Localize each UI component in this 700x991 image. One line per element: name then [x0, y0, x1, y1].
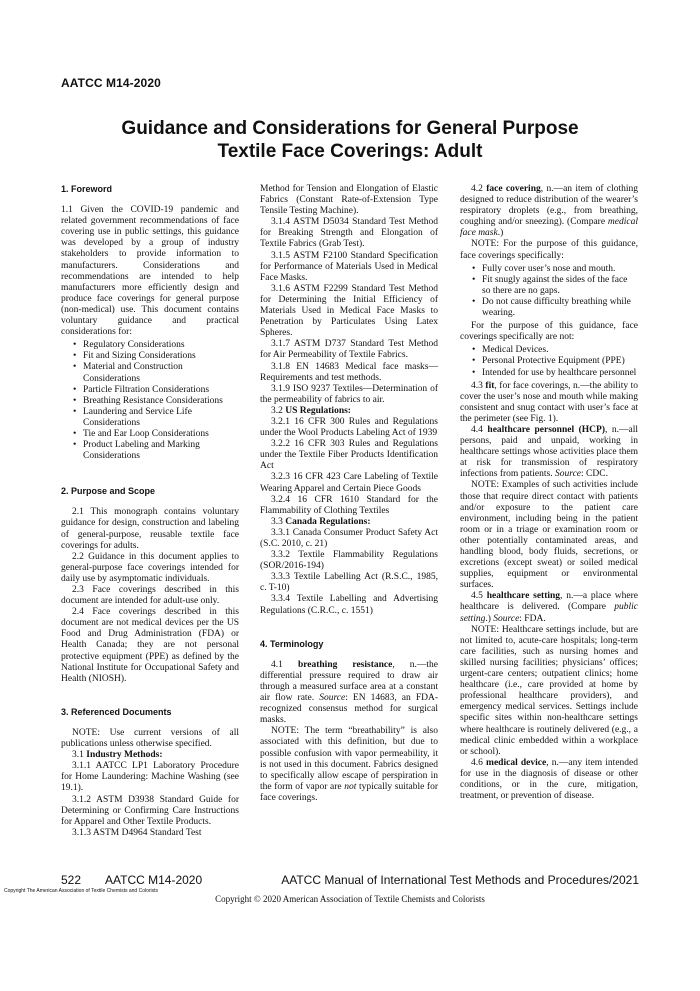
paragraph-4-2-not: For the purpose of this guidance, face coverings specifically are not: [460, 321, 638, 343]
copyright-small: Copyright The American Association of Textile Chemists and Colorists [4, 888, 159, 894]
paragraph-3-3: 3.3 Canada Regulations: [271, 516, 371, 527]
paragraph-1-1: 1.1 Given the COVID-19 pandemic and related government recommendations of face covering use in public settings, this guidance was developed by a group of industry stakeholders to provide information to manufacturers. Considerations and recommendations are intended to help manufacturers more efficiently design and produce face coverings for general purpose (non-medical) use. This document contains voluntary guidance and practical considerations for: [61, 205, 239, 338]
list-item: • Breathing Resistance Considerations [73, 396, 239, 407]
paragraph-3-1-3: 3.1.3 ASTM D4964 Standard Test [72, 827, 202, 838]
paragraph-2-1: 2.1 This monograph contains voluntary guidance for design, construction and labeling of general-purpose, reusable textile face coverings for adults. [61, 507, 239, 551]
paragraph-2-2: 2.2 Guidance in this document applies to general-purpose face coverings intended for daily use by asymptomatic individuals. [61, 551, 239, 584]
paragraph-3-1-5: 3.1.5 ASTM F2100 Standard Specification for Performance of Materials Used in Medical Face Masks. [260, 250, 438, 283]
paragraph-3-1-4: 3.1.4 ASTM D5034 Standard Test Method for Breaking Strength and Elongation of Textile Fabrics (Grab Test). [260, 217, 438, 250]
paragraph-3-1: 3.1 Industry Methods: [72, 750, 163, 761]
column-2 [260, 184, 438, 804]
paragraph-3-2-1: 3.2.1 16 CFR 300 Rules and Regulations under the Wool Products Labeling Act of 1939 [260, 416, 438, 439]
paragraph-3-3-1: 3.3.1 Canada Consumer Product Safety Act (S.C. 2010, c. 21) [260, 527, 438, 549]
paragraph-4-5-note: NOTE: Healthcare settings include, but are not limited to, acute-care hospitals; long-term care facilities, such as nursing homes and skilled nursing facilities; physicians’ offices; urgent-care centers; outpatient clinics; home healthcare (i.e., care provided at home by professional healthcare providers), and emergency medical services. Settings include specific sites within non-healthcare settings where healthcare is routinely delivered (e.g., a medical clinic embedded within a workplace or school). [460, 624, 638, 757]
paragraph-3-1-6: 3.1.6 ASTM F2299 Standard Test Method for Determining the Initial Efficiency of Materials Used in Medical Face Masks to Penetration by Particulates Using Latex Spheres. [260, 283, 438, 339]
paragraph-3-1-2: 3.1.2 ASTM D3938 Standard Guide for Determining or Confirming Care Instructions for Apparel and Other Textile Products. [61, 794, 239, 827]
page-title [60, 117, 640, 163]
footer-document-code: AATCC M14-2020 [105, 873, 203, 887]
paragraph-3-3-2: 3.3.2 Textile Flammability Regulations (SOR/2016-194) [260, 550, 438, 572]
list-item: • Tie and Ear Loop Considerations [73, 429, 239, 440]
foreword-list [61, 340, 239, 462]
list-item: • Fit snugly against the sides of the face so there are no gaps. [472, 275, 638, 297]
face-covering-not-list [460, 345, 638, 378]
paragraph-2-3: 2.3 Face coverings described in this document are intended for adult-use only. [61, 585, 239, 607]
copyright-notice: Copyright © 2020 American Association of Textile Chemists and Colorists [215, 894, 485, 904]
list-item: • Laundering and Service Life Considerations [73, 407, 239, 429]
paragraph-3-1-8: 3.1.8 EN 14683 Medical face masks—Requirements and test methods. [260, 361, 438, 383]
paragraph-3-2-4: 3.2.4 16 CFR 1610 Standard for the Flammability of Clothing Textiles [260, 494, 438, 516]
paragraph-3-1-9: 3.1.9 ISO 9237 Textiles—Determination of the permeability of fabrics to air. [260, 383, 438, 405]
column-3 [460, 184, 638, 802]
paragraph-4-4-note: NOTE: Examples of such activities include those that require direct contact with patients and/or exposure to the patient care environment, including being in the patient room or in a triage or examination room or other potentially contaminated areas, and handling blood, body fluids, secretions, or excretions (except sweat) or soiled medical supplies, equipment or environmental surfaces. [460, 480, 638, 591]
list-item: • Product Labeling and Marking Considerations [73, 440, 239, 462]
paragraph-4-5: 4.5 healthcare setting, n.—a place where healthcare is delivered. (Compare public setting.) Source: FDA. [460, 591, 638, 624]
list-item: • Personal Protective Equipment (PPE) [472, 356, 638, 367]
paragraph-3-2-2: 3.2.2 16 CFR 303 Rules and Regulations under the Textile Fiber Products Identification Act [260, 439, 438, 472]
list-item: • Fully cover user’s nose and mouth. [472, 264, 638, 275]
paragraph-4-3: 4.3 fit, for face coverings, n.—the ability to cover the user’s nose and mouth while making consistent and snug contact with user’s face at the perimeter (see Fig. 1). [460, 380, 639, 424]
paragraph-4-2-note: NOTE: For the purpose of this guidance, face coverings specifically: [460, 239, 638, 261]
list-item: • Do not cause difficulty breathing while wearing. [472, 297, 638, 319]
list-item: • Material and Construction Considerations [73, 362, 239, 384]
document-id-header: AATCC M14-2020 [61, 76, 161, 90]
paragraph-4-2: 4.2 face covering, n.—an item of clothing designed to reduce distribution of the wearer’s respiratory droplets (e.g., from breathing, coughing and/or sneezing). (Compare medical face mask.) [460, 184, 638, 239]
list-item: • Medical Devices. [472, 345, 638, 356]
paragraph-4-4: 4.4 healthcare personnel (HCP), n.—all persons, paid and unpaid, working in healthcare settings whose activities place them at risk for transmission of respiratory infections from patients. Source: CDC. [460, 424, 639, 480]
paragraph-3-2-3: 3.2.3 16 CFR 423 Care Labeling of Textile Wearing Apparel and Certain Piece Goods [260, 472, 438, 494]
paragraph-3-1-3-continued: Method for Tension and Elongation of Elastic Fabrics (Constant Rate-of-Extension Type Tensile Testing Machine). [260, 184, 438, 217]
paragraph-4-1: 4.1 breathing resistance, n.—the differential pressure required to draw air through a measured surface area at a constant air flow rate. Source: EN 14683, an FDA-recognized consensus method for surgical masks. [260, 659, 439, 726]
paragraph-4-6: 4.6 medical device, n.—any item intended for use in the diagnosis of disease or other conditions, or in the cure, mitigation, treatment, or prevention of disease. [460, 757, 639, 802]
list-item: • Regulatory Considerations [73, 340, 239, 351]
page-number: 522 [61, 873, 82, 887]
referenced-note: NOTE: Use current versions of all publications unless otherwise specified. [61, 727, 239, 750]
title-line-2: Textile Face Coverings: Adult [217, 141, 483, 162]
section-heading-terminology: 4. Terminology [260, 638, 324, 649]
paragraph-2-4: 2.4 Face coverings described in this document are not medical devices per the US Food and Drug Administration (FDA) or Health Canada; they are not personal protective equipment (PPE) as defined by the National Institute for Occupational Safety and Health (NIOSH). [61, 607, 239, 684]
paragraph-3-3-4: 3.3.4 Textile Labelling and Advertising Regulations (C.R.C., c. 1551) [260, 594, 438, 616]
section-heading-referenced-documents: 3. Referenced Documents [61, 706, 172, 717]
face-covering-list [460, 264, 638, 319]
column-1 [61, 184, 239, 839]
paragraph-3-1-7: 3.1.7 ASTM D737 Standard Test Method for Air Permeability of Textile Fabrics. [260, 339, 438, 361]
paragraph-3-2: 3.2 US Regulations: [271, 405, 351, 416]
list-item: • Particle Filtration Considerations [73, 385, 239, 396]
paragraph-3-1-1: 3.1.1 AATCC LP1 Laboratory Procedure for Home Laundering: Machine Washing (see 19.1). [61, 761, 239, 794]
footer-manual-title: AATCC Manual of International Test Methods and Procedures/2021 [281, 873, 639, 887]
list-item: • Intended for use by healthcare personnel [472, 368, 638, 379]
list-item: • Fit and Sizing Considerations [73, 351, 239, 362]
section-heading-purpose: 2. Purpose and Scope [61, 486, 156, 497]
section-heading-foreword: 1. Foreword [61, 184, 113, 194]
title-line-1: Guidance and Considerations for General Purpose [121, 118, 579, 139]
paragraph-3-3-3: 3.3.3 Textile Labelling Act (R.S.C., 1985, c. T-10) [260, 572, 438, 594]
paragraph-4-1-note: NOTE: The term “breathability” is also associated with this definition, but due to possible confusion with vapor permeability, it is not used in this document. Fabrics designed to specifically allow escape of perspiration in the form of vapor are not typically suitable for face coverings. [260, 726, 438, 803]
